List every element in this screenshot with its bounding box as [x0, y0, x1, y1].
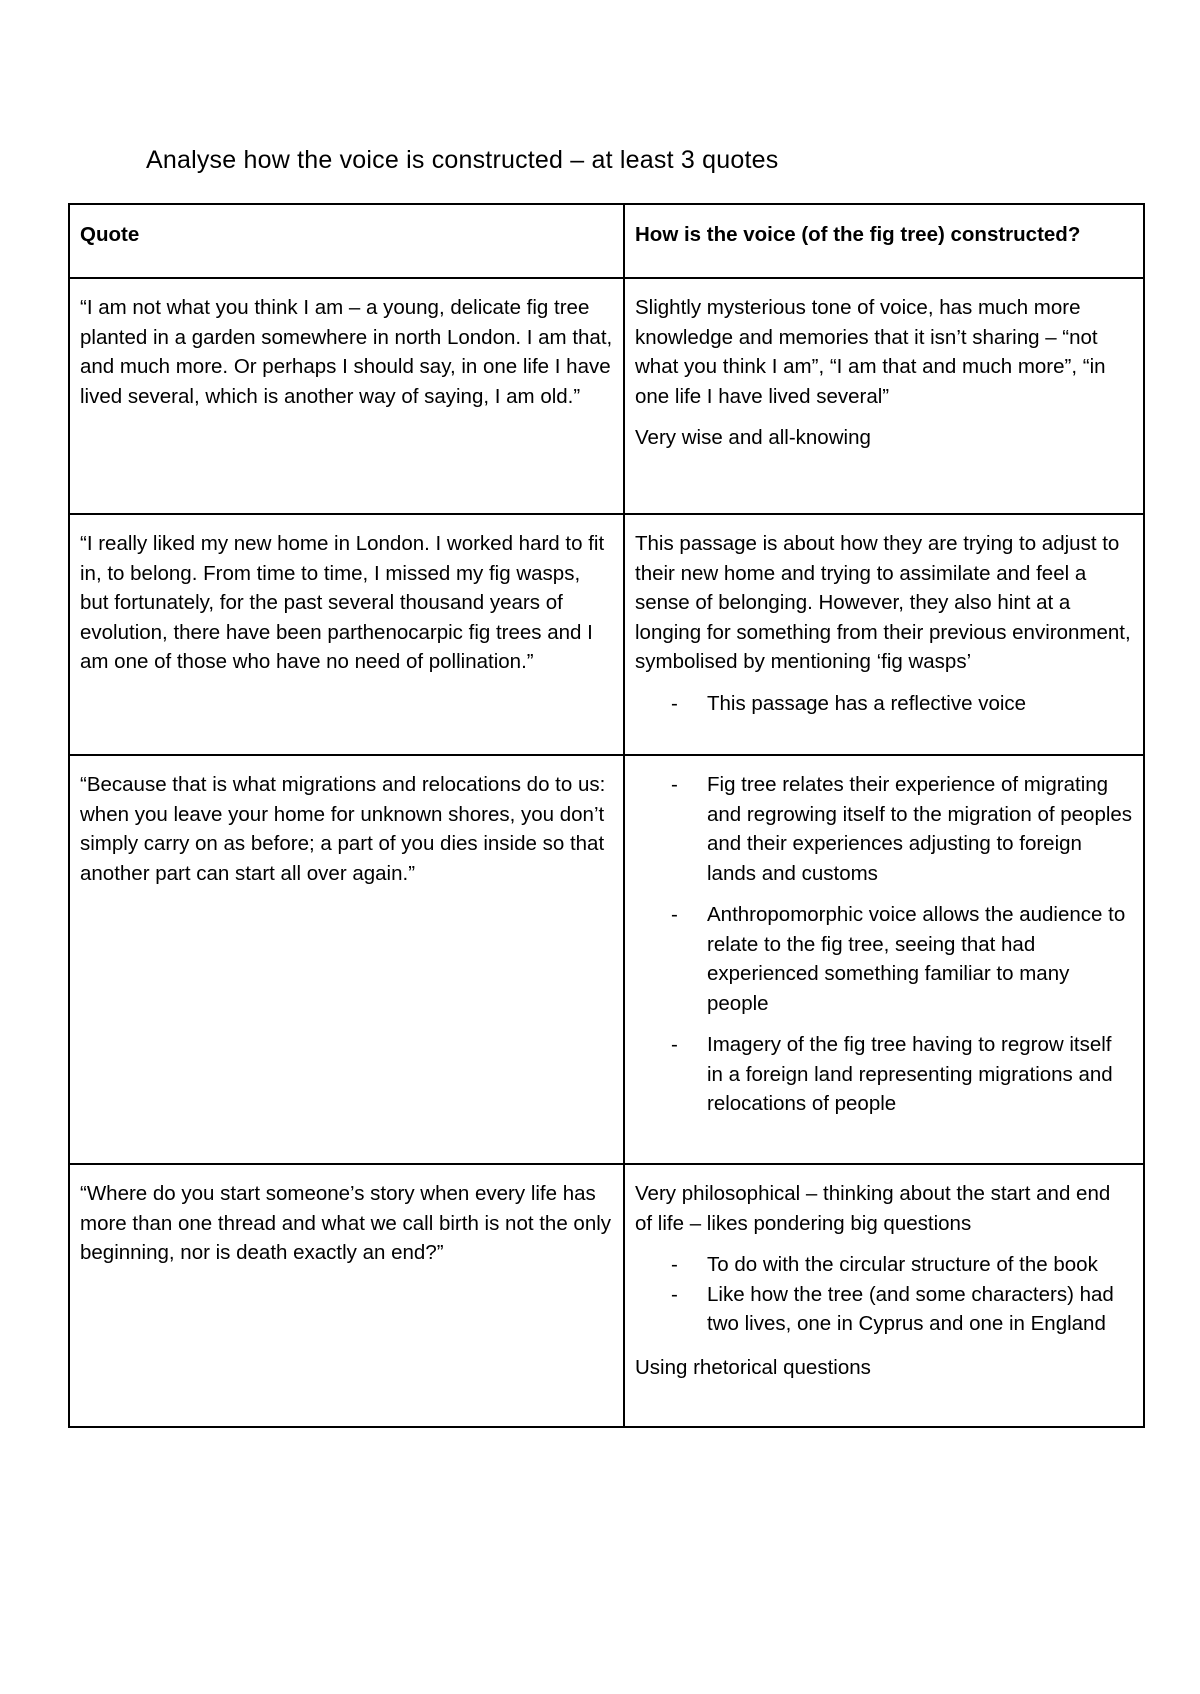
table-row [69, 755, 1144, 1164]
analysis-bullet-list [635, 1250, 1133, 1339]
quote-analysis-table [68, 203, 1145, 1428]
page-title: Analyse how the voice is constructed – at least 3 quotes [146, 146, 779, 174]
quote-cell: “Because that is what migrations and relocations do to us: when you leave your home for unknown shores, you don’t simply carry on as before; a part of you dies inside so that another part can start all over again.” [69, 755, 624, 1164]
table-header-row [69, 204, 1144, 278]
analysis-cell [624, 278, 1144, 514]
analysis-paragraph: Very philosophical – thinking about the start and end of life – likes pondering big questions [635, 1182, 1111, 1235]
analysis-bullet: - Imagery of the fig tree having to regrow itself in a foreign land representing migrations and relocations of people [707, 1030, 1133, 1119]
quote-cell: “I am not what you think I am – a young, delicate fig tree planted in a garden somewhere in north London. I am that, and much more. Or perhaps I should say, in one life I have lived several, which is another way of saying, I am old.” [69, 278, 624, 514]
analysis-bullet: - Like how the tree (and some characters) had two lives, one in Cyprus and one in England [707, 1280, 1133, 1339]
analysis-paragraph: Very wise and all-knowing [635, 426, 871, 449]
header-analysis: How is the voice (of the fig tree) constructed? [624, 204, 1144, 278]
analysis-footer: Using rhetorical questions [635, 1355, 871, 1379]
quote-cell: “I really liked my new home in London. I worked hard to fit in, to belong. From time to time, I missed my fig wasps, but fortunately, for the past several thousand years of evolution, there have been parthenocarpic fig trees and I am one of those who have no need of pollination.” [69, 514, 624, 755]
analysis-cell [624, 755, 1144, 1164]
analysis-bullet: - Anthropomorphic voice allows the audience to relate to the fig tree, seeing that had experienced something familiar to many people [707, 900, 1133, 1018]
table-row [69, 1164, 1144, 1427]
table-row [69, 514, 1144, 755]
analysis-bullet: - To do with the circular structure of the book [707, 1250, 1133, 1280]
analysis-paragraph: Slightly mysterious tone of voice, has much more knowledge and memories that it isn’t sharing – “not what you think I am”, “I am that and much more”, “in one life I have lived several” [635, 296, 1106, 408]
quote-cell: “Where do you start someone’s story when every life has more than one thread and what we call birth is not the only beginning, nor is death exactly an end?” [69, 1164, 624, 1427]
analysis-bullet: - Fig tree relates their experience of migrating and regrowing itself to the migration of peoples and their experiences adjusting to foreign lands and customs [707, 770, 1133, 888]
analysis-bullet: - This passage has a reflective voice [707, 689, 1133, 719]
table-row [69, 278, 1144, 514]
analysis-bullet-list [635, 689, 1133, 719]
analysis-cell [624, 1164, 1144, 1427]
analysis-bullet-list [635, 770, 1133, 1119]
analysis-paragraph: This passage is about how they are trying to adjust to their new home and trying to assimilate and feel a sense of belonging. However, they also hint at a longing for something from their previous environment, symbolised by mentioning ‘fig wasps’ [635, 532, 1131, 673]
analysis-cell [624, 514, 1144, 755]
header-quote: Quote [69, 204, 624, 278]
